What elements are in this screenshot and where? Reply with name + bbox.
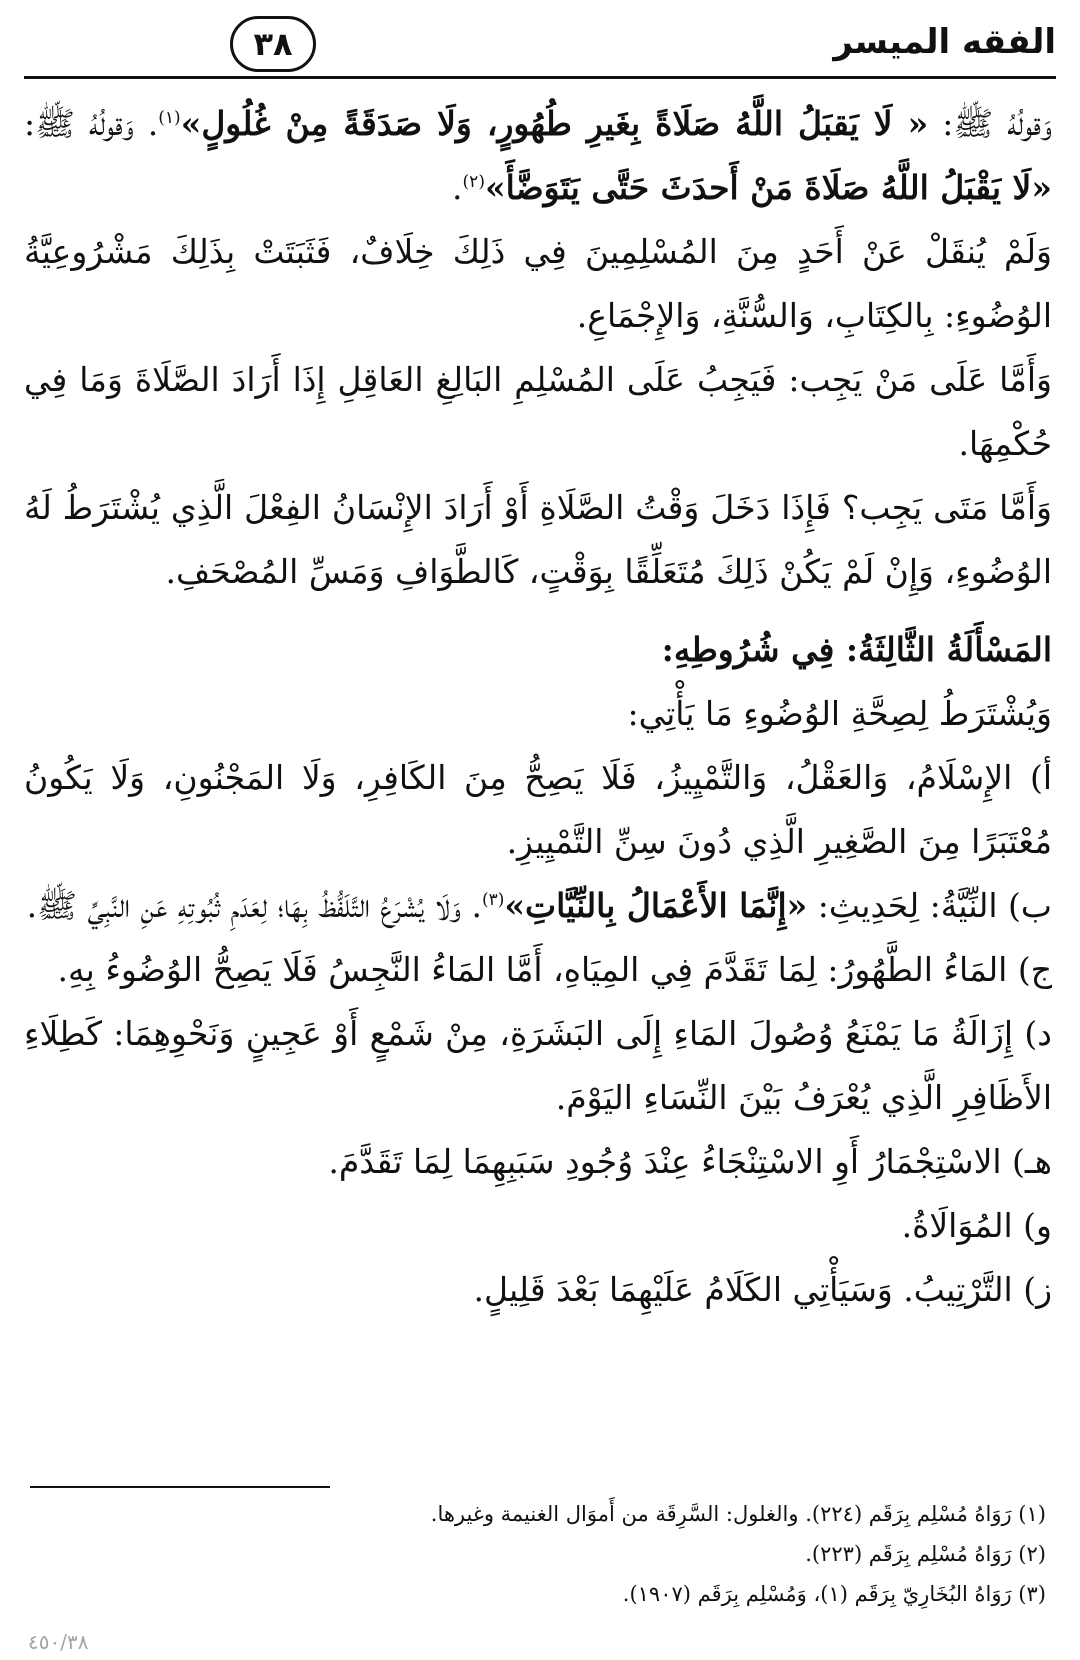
list-item-b: ب) النِّيَّةُ: لِحَدِيثِ: «إِنَّمَا الأَعْمَالُ بِالنِّيَّاتِ»$^{(٣)}$. وَلَا يُشْرَعُ التَّلَفُّظُ بِهَا؛ لِعَدَمِ ثُبُوتِهِ عَنِ النَّبِيِّ ﷺ. — [26, 886, 1052, 925]
footnote-rule — [30, 1486, 330, 1488]
conditions-intro: وَيُشْتَرَطُ لِصِحَّةِ الوُضُوءِ مَا يَأْتِي: — [627, 694, 1052, 733]
hadith-quote-2: «لَا يَقْبَلُ اللَّهُ صَلَاةَ مَنْ أَحدَثَ حَتَّى يَتَوَضَّأَ» — [484, 168, 1052, 207]
paragraph-hadith: وَقولُهُ ﷺ: « لَا يَقبَلُ اللَّهُ صَلَاةً بِغَيرِ طُهُورٍ، وَلَا صَدَقَةً مِنْ غُلُولٍ»$^{(١)}$. وَقولُهُ ﷺ: «لَا يَقْبَلُ اللَّهُ صَلَاةَ مَنْ أَحدَثَ حَتَّى يَتَوَضَّأَ»$^{(٢)}$. — [24, 104, 1053, 207]
footnote-3: (٣) رَوَاهُ البُخَارِيّ بِرَقَم (١)، وَمُسْلِم بِرَقَم (١٩٠٧). — [622, 1582, 1046, 1606]
list-item-d: د) إِزَالَةُ مَا يَمْنَعُ وُصُولَ المَاءِ إِلَى البَشَرَةِ، مِنْ شَمْعٍ أَوْ عَجِينٍ وَنَحْوِهِمَا: كَطِلَاءِ الأَظَافِرِ الَّذِي يُعْرَفُ بَيْنَ النِّسَاءِ اليَوْمَ. — [24, 1014, 1052, 1117]
section-heading-label: المَسْأَلَةُ الثَّالِثَةُ: — [845, 630, 1052, 669]
paragraph-upon-whom: وَأَمَّا عَلَى مَنْ يَجِب: فَيَجِبُ عَلَى المُسْلِمِ البَالِغِ العَاقِلِ إِذَا أَرَادَ الصَّلَاةَ وَمَا فِي حُكْمِهَا. — [24, 360, 1052, 463]
section-heading-title: فِي شُرُوطِهِ: — [661, 630, 846, 669]
footnote-ref-2: (٢) — [462, 172, 485, 192]
paragraph-when: وَأَمَّا مَتَى يَجِب؟ فَإِذَا دَخَلَ وَقْتُ الصَّلَاةِ أَوْ أَرَادَ الإِنْسَانُ الفِعْلَ الَّذِي يُشْتَرَطُ لَهُ الوُضُوءِ، وَإِنْ لَمْ يَكُنْ ذَلِكَ مُتَعَلِّقًا بِوَقْتٍ، كَالطَّوَافِ وَمَسِّ المُصْحَفِ. — [24, 488, 1052, 591]
header-rule — [24, 76, 1056, 79]
footnote-1: (١) رَوَاهُ مُسْلِم بِرَقَم (٢٢٤). والغلول: السَّرِقَة من أَموَال الغنيمة وغيرها. — [430, 1502, 1046, 1526]
section-heading — [24, 618, 1052, 682]
footnote-2: (٢) رَوَاهُ مُسْلِم بِرَقَم (٢٢٣). — [805, 1542, 1046, 1566]
footnote-ref-3: (٣) — [481, 890, 505, 910]
page-counter: ٤٥٠/٣٨ — [28, 1630, 89, 1654]
footnote-ref-1: (١) — [158, 108, 181, 128]
list-item-c: ج) المَاءُ الطَّهُورُ: لِمَا تَقَدَّمَ فِي المِيَاهِ، أَمَّا المَاءُ النَّجِسُ فَلَا يَصِحُّ الوُضُوءُ بِهِ. — [57, 950, 1052, 989]
list-item-a: أ) الإِسْلَامُ، وَالعَقْلُ، وَالتَّمْيِيزُ، فَلَا يَصِحُّ مِنَ الكَافِرِ، وَلَا المَجْنُونِ، وَلَا يَكُونُ مُعْتَبَرًا مِنَ الصَّغِيرِ الَّذِي دُونَ سِنِّ التَّمْيِيزِ. — [24, 758, 1052, 861]
hadith-quote-3: «إِنَّمَا الأَعْمَالُ بِالنِّيَّاتِ» — [504, 886, 808, 925]
footnotes — [24, 1494, 1046, 1614]
book-title: الفقه الميسر — [833, 22, 1056, 62]
hadith-quote-1: « لَا يَقبَلُ اللَّهُ صَلَاةً بِغَيرِ طُهُورٍ، وَلَا صَدَقَةً مِنْ غُلُولٍ» — [180, 104, 929, 143]
list-item-g: ز) التَّرْتِيبُ. وَسَيَأْتِي الكَلَامُ عَلَيْهِمَا بَعْدَ قَلِيلٍ. — [473, 1270, 1052, 1309]
page-header — [24, 14, 1056, 76]
paragraph-consensus: وَلَمْ يُنقَلْ عَنْ أَحَدٍ مِنَ المُسْلِمِينَ فِي ذَلِكَ خِلَافٌ، فَثَبَتَتْ بِذَلِكَ مَشْرُوعِيَّةُ الوُضُوءِ: بِالكِتَابِ، وَالسُّنَّةِ، وَالإِجْمَاعِ. — [24, 232, 1052, 335]
main-text — [24, 92, 1052, 1322]
list-item-e: هـ) الاسْتِجْمَارُ أَوِ الاسْتِنْجَاءُ عِنْدَ وُجُودِ سَبَبِهِمَا لِمَا تَقَدَّمَ. — [328, 1142, 1052, 1181]
page-number-badge: ٣٨ — [230, 16, 316, 72]
list-item-f: و) المُوَالَاةُ. — [901, 1206, 1052, 1245]
